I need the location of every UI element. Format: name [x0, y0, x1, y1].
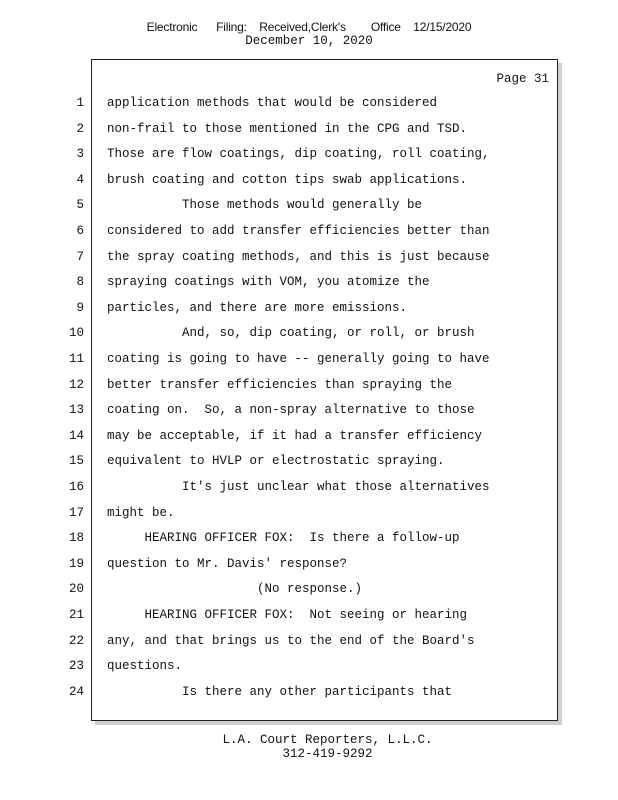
line-number: 5: [76, 198, 84, 213]
transcript-line: better transfer efficiencies than spraying the: [107, 377, 453, 392]
line-number: 1: [76, 96, 84, 110]
line-number: 14: [68, 428, 84, 443]
line-number: 19: [68, 556, 84, 571]
transcript-line: spraying coatings with VOM, you atomize the: [107, 275, 430, 290]
line-number: 10: [68, 326, 84, 341]
transcript-line: coating is going to have -- generally going to have: [107, 352, 490, 366]
line-number: 15: [68, 454, 84, 469]
transcript-line: It's just unclear what those alternatives: [107, 480, 490, 494]
transcript-line: may be acceptable, if it had a transfer efficiency: [107, 428, 483, 443]
line-number: 7: [76, 249, 84, 264]
page-number: Page 31: [496, 72, 549, 86]
transcript-line: Is there any other participants that: [107, 684, 453, 699]
hearing-date: December 10, 2020: [245, 34, 373, 48]
transcript-line: (No response.): [107, 582, 363, 597]
line-number: 16: [68, 480, 84, 494]
transcript-line: might be.: [107, 505, 175, 520]
transcript-line: the spray coating methods, and this is just because: [107, 249, 490, 264]
line-number: 11: [68, 352, 84, 366]
court-reporter-name: L.A. Court Reporters, L.L.C.: [222, 733, 433, 747]
line-number: 23: [68, 659, 84, 674]
line-number: 20: [68, 582, 84, 597]
line-number: 9: [76, 300, 84, 315]
line-number: 6: [76, 224, 84, 238]
transcript-line: Those methods would generally be: [107, 198, 423, 213]
transcript-line: HEARING OFFICER FOX: Is there a follow-up: [107, 531, 460, 546]
transcript-line: application methods that would be considered: [107, 96, 438, 110]
transcript-line: non-frail to those mentioned in the CPG and TSD.: [107, 121, 468, 136]
court-reporter-phone: 312-419-9292: [282, 747, 373, 761]
transcript-line: questions.: [107, 659, 183, 674]
line-number: 21: [68, 608, 84, 622]
transcript-line: equivalent to HVLP or electrostatic spraying.: [107, 454, 445, 469]
transcript-line: question to Mr. Davis' response?: [107, 556, 348, 571]
line-number: 2: [76, 121, 84, 136]
line-number: 4: [76, 172, 84, 187]
transcript-line: coating on. So, a non-spray alternative to those: [107, 403, 475, 418]
line-number: 17: [68, 505, 84, 520]
transcript-line: any, and that brings us to the end of the Board's: [107, 633, 475, 648]
line-number: 22: [68, 633, 84, 648]
filing-stamp: Electronic Filing: Received,Clerk's Office 12/15/2020: [146, 20, 472, 34]
transcript-line: particles, and there are more emissions.: [107, 300, 408, 315]
line-number: 12: [68, 377, 84, 392]
line-number: 24: [68, 684, 84, 699]
line-number: 13: [68, 403, 84, 418]
transcript-line: Those are flow coatings, dip coating, roll coating,: [107, 147, 490, 162]
line-number: 18: [68, 531, 84, 546]
transcript-line: considered to add transfer efficiencies better than: [107, 224, 490, 238]
transcript-line: And, so, dip coating, or roll, or brush: [107, 326, 475, 341]
transcript-line: brush coating and cotton tips swab applications.: [107, 172, 468, 187]
line-number: 3: [76, 147, 84, 162]
line-number: 8: [76, 275, 84, 290]
transcript-line: HEARING OFFICER FOX: Not seeing or hearing: [107, 608, 468, 622]
